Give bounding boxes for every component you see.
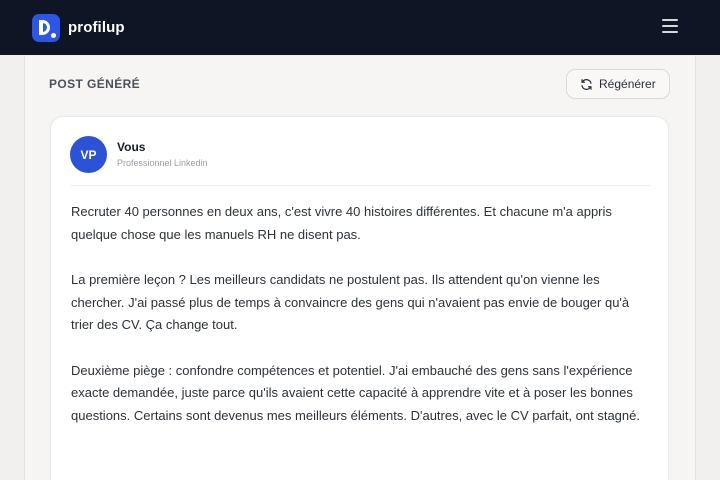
avatar: VP: [70, 136, 107, 173]
regenerate-label: Régénérer: [599, 77, 656, 91]
post-preview-card: [50, 116, 669, 480]
profilup-logo-icon[interactable]: [32, 14, 60, 42]
hamburger-menu-icon[interactable]: [662, 19, 678, 35]
post-paragraph: Recruter 40 personnes en deux ans, c'est vivre 40 histoires différentes. Et chacune m'a appris quelque chose que les manuels RH ne disent pas.: [71, 204, 612, 242]
post-body: [71, 201, 653, 450]
author-role: Professionnel Linkedin: [117, 158, 208, 168]
post-paragraph: Deuxième piège : confondre compétences et potentiel. J'ai embauché des gens sans l'expérience exacte demandée, juste parce qu'ils avaient cette capacité à apprendre vite et à poser les bonnes questions. Certains sont devenus mes meilleurs éléments. D'autres, avec le CV parfait, ont stagné.: [71, 362, 640, 423]
refresh-icon: [580, 78, 593, 91]
author-name: Vous: [117, 140, 146, 154]
brand-name[interactable]: profilup: [68, 19, 125, 36]
regenerate-button[interactable]: [566, 69, 670, 99]
top-navigation-bar: [0, 0, 720, 55]
section-title: POST GÉNÉRÉ: [49, 77, 141, 91]
divider: [71, 185, 650, 186]
post-paragraph: La première leçon ? Les meilleurs candidats ne postulent pas. Ils attendent qu'on vienne les chercher. J'ai passé plus de temps à convaincre des gens qui n'avaient pas envie de bouger qu'à trier des CV. Ça change tout.: [71, 271, 630, 333]
